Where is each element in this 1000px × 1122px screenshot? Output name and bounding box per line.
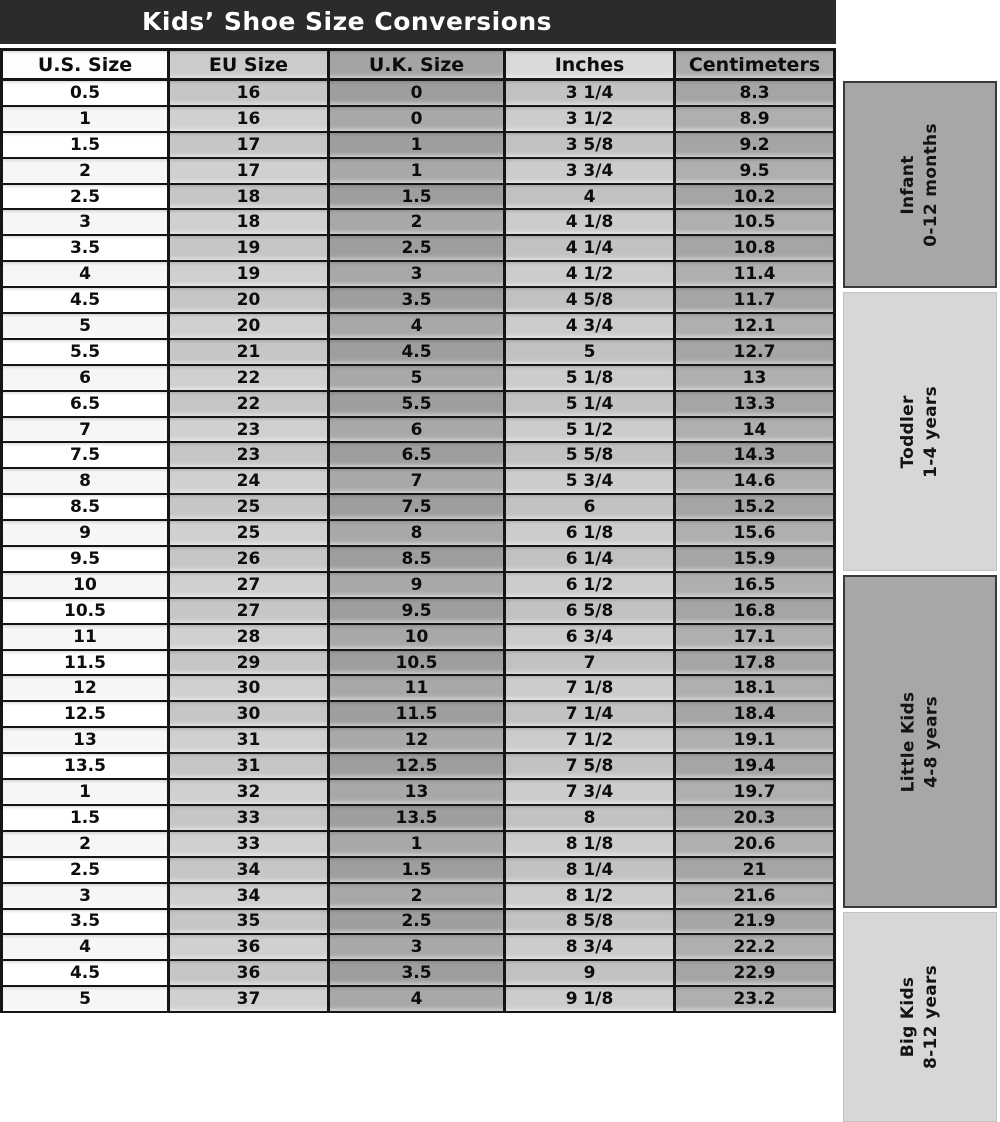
table-cell: 34	[170, 884, 330, 910]
column-header: Inches	[506, 48, 676, 81]
table-cell: 2	[0, 832, 170, 858]
age-group-range: 0-12 months	[920, 122, 941, 247]
table-cell: 16.8	[676, 599, 836, 625]
table-cell: 25	[170, 521, 330, 547]
table-cell: 20	[170, 288, 330, 314]
table-cell: 30	[170, 676, 330, 702]
table-row	[0, 392, 836, 418]
table-cell: 8.5	[330, 547, 506, 573]
table-row	[0, 288, 836, 314]
table-row	[0, 910, 836, 936]
table-cell: 4 3/4	[506, 314, 676, 340]
table-cell: 8	[0, 469, 170, 495]
table-cell: 6.5	[330, 443, 506, 469]
table-cell: 18	[170, 185, 330, 211]
age-group-range: 1-4 years	[920, 385, 941, 478]
table-cell: 12.1	[676, 314, 836, 340]
table-cell: 11.5	[330, 702, 506, 728]
table-cell: 18.4	[676, 702, 836, 728]
table-cell: 6.5	[0, 392, 170, 418]
table-cell: 6	[330, 418, 506, 444]
size-conversion-table	[0, 48, 836, 1013]
table-cell: 1.5	[0, 806, 170, 832]
table-cell: 14	[676, 418, 836, 444]
table-cell: 22.2	[676, 935, 836, 961]
table-cell: 7.5	[330, 495, 506, 521]
table-cell: 0	[330, 81, 506, 107]
table-cell: 8 3/4	[506, 935, 676, 961]
title-band	[0, 0, 836, 44]
table-row	[0, 858, 836, 884]
table-cell: 5 1/4	[506, 392, 676, 418]
table-row	[0, 443, 836, 469]
table-row	[0, 81, 836, 107]
table-header-row	[0, 48, 836, 81]
table-row	[0, 754, 836, 780]
table-cell: 7	[330, 469, 506, 495]
table-cell: 7	[506, 651, 676, 677]
table-cell: 5	[0, 314, 170, 340]
table-cell: 15.2	[676, 495, 836, 521]
table-cell: 7 1/2	[506, 728, 676, 754]
age-group-big-kids	[843, 912, 997, 1122]
table-row	[0, 469, 836, 495]
table-row	[0, 728, 836, 754]
table-cell: 4	[506, 185, 676, 211]
table-cell: 1	[330, 159, 506, 185]
table-cell: 12.5	[330, 754, 506, 780]
table-cell: 9.5	[330, 599, 506, 625]
table-cell: 6	[506, 495, 676, 521]
table-row	[0, 573, 836, 599]
table-cell: 17.1	[676, 625, 836, 651]
table-cell: 9.5	[0, 547, 170, 573]
table-cell: 4	[0, 935, 170, 961]
table-cell: 30	[170, 702, 330, 728]
table-cell: 3	[0, 884, 170, 910]
table-row	[0, 599, 836, 625]
table-cell: 3 1/4	[506, 81, 676, 107]
table-cell: 7 3/4	[506, 780, 676, 806]
table-cell: 3	[330, 935, 506, 961]
table-cell: 6	[0, 366, 170, 392]
table-cell: 4	[330, 314, 506, 340]
column-header: U.K. Size	[330, 48, 506, 81]
table-row	[0, 806, 836, 832]
table-cell: 23	[170, 443, 330, 469]
table-cell: 36	[170, 961, 330, 987]
table-row	[0, 521, 836, 547]
table-cell: 10.5	[330, 651, 506, 677]
table-cell: 12	[330, 728, 506, 754]
table-cell: 35	[170, 910, 330, 936]
table-cell: 1.5	[0, 133, 170, 159]
table-row	[0, 340, 836, 366]
table-cell: 7	[0, 418, 170, 444]
table-cell: 5 1/2	[506, 418, 676, 444]
table-row	[0, 547, 836, 573]
table-row	[0, 625, 836, 651]
table-row	[0, 418, 836, 444]
table-cell: 11.4	[676, 262, 836, 288]
table-cell: 11	[0, 625, 170, 651]
table-cell: 13	[330, 780, 506, 806]
table-cell: 6 1/2	[506, 573, 676, 599]
table-row	[0, 185, 836, 211]
table-cell: 16	[170, 107, 330, 133]
table-cell: 15.6	[676, 521, 836, 547]
table-cell: 11.5	[0, 651, 170, 677]
table-cell: 12.5	[0, 702, 170, 728]
table-cell: 33	[170, 832, 330, 858]
table-cell: 3.5	[330, 288, 506, 314]
table-cell: 19	[170, 262, 330, 288]
table-cell: 5	[0, 987, 170, 1013]
table-cell: 3	[0, 210, 170, 236]
table-cell: 11	[330, 676, 506, 702]
table-cell: 8 1/8	[506, 832, 676, 858]
table-cell: 8.9	[676, 107, 836, 133]
table-row	[0, 366, 836, 392]
table-row	[0, 236, 836, 262]
age-group-infant-label	[897, 123, 943, 247]
table-row	[0, 314, 836, 340]
age-group-name: Little Kids	[898, 691, 919, 792]
table-cell: 34	[170, 858, 330, 884]
table-cell: 5.5	[0, 340, 170, 366]
table-row	[0, 262, 836, 288]
table-cell: 10.5	[676, 210, 836, 236]
table-row	[0, 133, 836, 159]
table-body	[0, 81, 836, 1013]
table-cell: 2.5	[0, 185, 170, 211]
table-cell: 4 1/4	[506, 236, 676, 262]
age-group-name: Big Kids	[898, 976, 919, 1058]
table-cell: 13.3	[676, 392, 836, 418]
table-cell: 2	[0, 159, 170, 185]
table-cell: 12	[0, 676, 170, 702]
table-row	[0, 987, 836, 1013]
table-cell: 8	[506, 806, 676, 832]
table-cell: 16	[170, 81, 330, 107]
table-cell: 13	[0, 728, 170, 754]
table-cell: 5 3/4	[506, 469, 676, 495]
table-cell: 5 5/8	[506, 443, 676, 469]
table-cell: 2	[330, 210, 506, 236]
table-row	[0, 961, 836, 987]
table-cell: 13.5	[0, 754, 170, 780]
table-cell: 14.3	[676, 443, 836, 469]
table-row	[0, 780, 836, 806]
table-cell: 21	[676, 858, 836, 884]
table-cell: 12.7	[676, 340, 836, 366]
age-group-range: 4-8 years	[921, 695, 941, 788]
age-group-name: Toddler	[898, 394, 919, 469]
table-cell: 19	[170, 236, 330, 262]
table-cell: 31	[170, 728, 330, 754]
table-row	[0, 935, 836, 961]
table-cell: 1.5	[330, 185, 506, 211]
column-header: EU Size	[170, 48, 330, 81]
table-cell: 6 5/8	[506, 599, 676, 625]
age-group-toddler-label	[897, 386, 943, 478]
table-cell: 4	[330, 987, 506, 1013]
table-row	[0, 676, 836, 702]
table-cell: 5	[506, 340, 676, 366]
table-cell: 5.5	[330, 392, 506, 418]
table-cell: 9.2	[676, 133, 836, 159]
table-cell: 14.6	[676, 469, 836, 495]
table-cell: 7.5	[0, 443, 170, 469]
table-cell: 32	[170, 780, 330, 806]
table-cell: 18	[170, 210, 330, 236]
table-cell: 3 1/2	[506, 107, 676, 133]
table-cell: 24	[170, 469, 330, 495]
table-cell: 1.5	[330, 858, 506, 884]
table-cell: 9	[0, 521, 170, 547]
table-cell: 9 1/8	[506, 987, 676, 1013]
table-cell: 8 1/2	[506, 884, 676, 910]
table-cell: 7 5/8	[506, 754, 676, 780]
age-group-name: Infant	[898, 154, 919, 215]
table-cell: 25	[170, 495, 330, 521]
table-cell: 9.5	[676, 159, 836, 185]
table-cell: 3 3/4	[506, 159, 676, 185]
table-cell: 18.1	[676, 676, 836, 702]
table-cell: 16.5	[676, 573, 836, 599]
table-cell: 22	[170, 366, 330, 392]
table-cell: 19.4	[676, 754, 836, 780]
table-cell: 3.5	[0, 236, 170, 262]
table-cell: 4.5	[330, 340, 506, 366]
table-cell: 22.9	[676, 961, 836, 987]
table-row	[0, 495, 836, 521]
table-cell: 4 1/2	[506, 262, 676, 288]
table-cell: 1	[330, 832, 506, 858]
age-group-infant	[843, 81, 997, 288]
table-cell: 27	[170, 599, 330, 625]
age-group-toddler	[843, 292, 997, 571]
table-cell: 4.5	[0, 288, 170, 314]
table-cell: 20	[170, 314, 330, 340]
table-cell: 8.3	[676, 81, 836, 107]
table-row	[0, 107, 836, 133]
table-cell: 28	[170, 625, 330, 651]
table-cell: 21.9	[676, 910, 836, 936]
table-cell: 13	[676, 366, 836, 392]
table-cell: 10.2	[676, 185, 836, 211]
table-cell: 10	[330, 625, 506, 651]
table-row	[0, 651, 836, 677]
table-cell: 11.7	[676, 288, 836, 314]
table-cell: 17.8	[676, 651, 836, 677]
table-cell: 37	[170, 987, 330, 1013]
table-row	[0, 832, 836, 858]
table-row	[0, 210, 836, 236]
table-cell: 27	[170, 573, 330, 599]
table-cell: 6 1/8	[506, 521, 676, 547]
table-cell: 20.6	[676, 832, 836, 858]
page-title: Kids’ Shoe Size Conversions	[142, 7, 553, 36]
table-cell: 23.2	[676, 987, 836, 1013]
table-cell: 3	[330, 262, 506, 288]
table-cell: 21.6	[676, 884, 836, 910]
table-cell: 10.5	[0, 599, 170, 625]
table-cell: 4 5/8	[506, 288, 676, 314]
table-cell: 9	[506, 961, 676, 987]
table-cell: 6 3/4	[506, 625, 676, 651]
table-cell: 33	[170, 806, 330, 832]
age-group-big-kids-label	[897, 965, 943, 1069]
table-cell: 15.9	[676, 547, 836, 573]
table-cell: 13.5	[330, 806, 506, 832]
table-cell: 23	[170, 418, 330, 444]
table-cell: 10.8	[676, 236, 836, 262]
table-cell: 26	[170, 547, 330, 573]
table-cell: 17	[170, 159, 330, 185]
age-group-little-kids	[843, 575, 997, 908]
table-cell: 5 1/8	[506, 366, 676, 392]
table-cell: 20.3	[676, 806, 836, 832]
table-cell: 8 1/4	[506, 858, 676, 884]
table-cell: 8.5	[0, 495, 170, 521]
table-cell: 10	[0, 573, 170, 599]
table-cell: 22	[170, 392, 330, 418]
table-cell: 3 5/8	[506, 133, 676, 159]
age-group-little-kids-label	[897, 691, 943, 792]
table-cell: 4.5	[0, 961, 170, 987]
table-cell: 9	[330, 573, 506, 599]
table-cell: 2.5	[330, 910, 506, 936]
age-group-range: 8-12 years	[920, 964, 941, 1070]
table-cell: 7 1/4	[506, 702, 676, 728]
column-header: Centimeters	[676, 48, 836, 81]
table-cell: 7 1/8	[506, 676, 676, 702]
table-cell: 3.5	[330, 961, 506, 987]
table-cell: 5	[330, 366, 506, 392]
table-cell: 8	[330, 521, 506, 547]
table-cell: 2.5	[0, 858, 170, 884]
table-cell: 19.7	[676, 780, 836, 806]
table-cell: 4	[0, 262, 170, 288]
table-cell: 6 1/4	[506, 547, 676, 573]
table-cell: 19.1	[676, 728, 836, 754]
table-cell: 36	[170, 935, 330, 961]
table-cell: 3.5	[0, 910, 170, 936]
table-cell: 8 5/8	[506, 910, 676, 936]
table-cell: 29	[170, 651, 330, 677]
table-cell: 1	[330, 133, 506, 159]
table-row	[0, 702, 836, 728]
table-cell: 0.5	[0, 81, 170, 107]
table-cell: 2.5	[330, 236, 506, 262]
table-cell: 31	[170, 754, 330, 780]
table-cell: 2	[330, 884, 506, 910]
table-cell: 1	[0, 107, 170, 133]
table-cell: 0	[330, 107, 506, 133]
table-cell: 17	[170, 133, 330, 159]
table-row	[0, 159, 836, 185]
column-header: U.S. Size	[0, 48, 170, 81]
table-cell: 4 1/8	[506, 210, 676, 236]
table-cell: 1	[0, 780, 170, 806]
table-row	[0, 884, 836, 910]
table-cell: 21	[170, 340, 330, 366]
